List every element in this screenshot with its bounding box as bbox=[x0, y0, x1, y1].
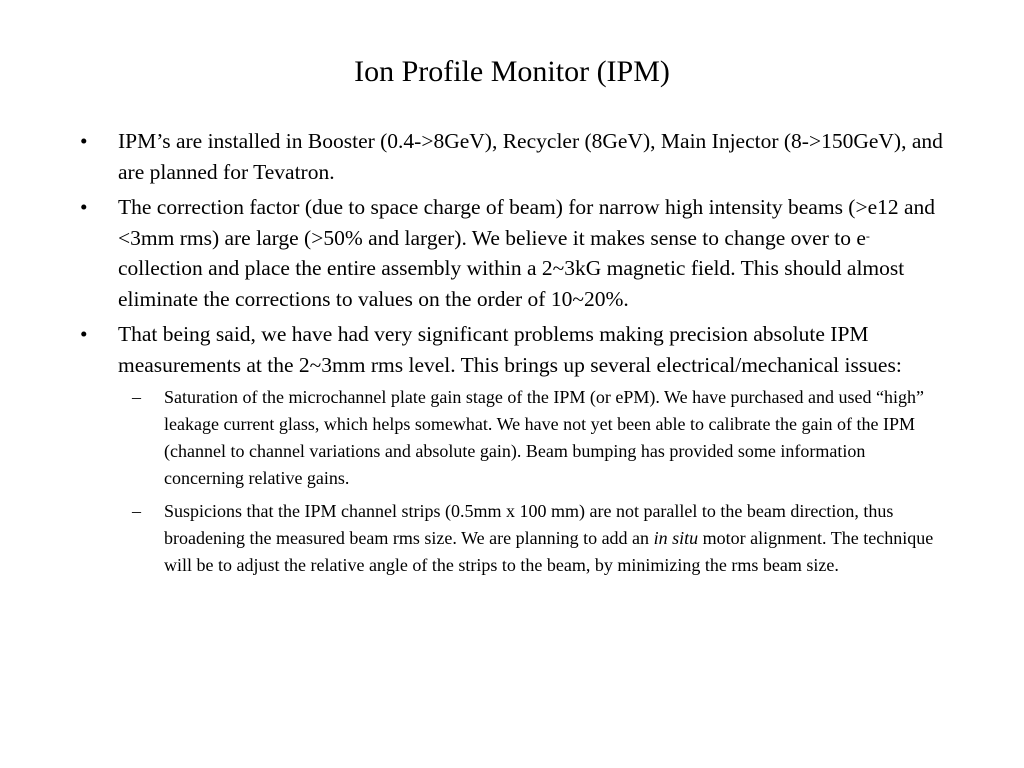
sub-bullet-text-part: motor alignment. The technique will be to adjust the relative angle of the strips to the beam, by minimizing the rms beam size. bbox=[164, 528, 934, 575]
bullet-list bbox=[78, 126, 948, 585]
sub-bullet-text-part: Suspicions that the IPM channel strips (0.5mm x 100 mm) are not parallel to the beam direction, thus broadening the measured beam rms size. We are planning to add an bbox=[164, 501, 894, 548]
bullet-text: IPM’s are installed in Booster (0.4->8GeV), Recycler (8GeV), Main Injector (8->150GeV), and are planned for Tevatron. bbox=[118, 129, 943, 184]
sub-bullet-marker: – bbox=[132, 387, 141, 407]
bullet-item bbox=[78, 126, 948, 187]
sub-bullet-marker: – bbox=[132, 501, 141, 521]
sub-bullet-item bbox=[118, 498, 948, 579]
bullet-item bbox=[78, 319, 948, 579]
bullet-item bbox=[78, 192, 948, 314]
bullet-marker: • bbox=[80, 195, 88, 219]
bullet-text-part: The correction factor (due to space charge of beam) for narrow high intensity beams (>e12 and <3mm rms) are large (>50% and larger). We believe it makes sense to change over to e bbox=[118, 195, 936, 250]
bullet-text: That being said, we have had very significant problems making precision absolute IPM measurements at the 2~3mm rms level. This brings up several electrical/mechanical issues: bbox=[118, 322, 902, 377]
bullet-marker: • bbox=[80, 322, 88, 346]
sub-bullet-item bbox=[118, 384, 948, 492]
sub-bullet-text: Saturation of the microchannel plate gain stage of the IPM (or ePM). We have purchased and used “high” leakage current glass, which helps somewhat. We have not yet been able to calibrate the gain of the IPM (channel to channel variations and absolute gain). Beam bumping has provided some information concerning relative gains. bbox=[164, 387, 924, 488]
sub-bullet-list bbox=[118, 384, 948, 579]
electron-superscript: - bbox=[865, 228, 870, 243]
slide-title: Ion Profile Monitor (IPM) bbox=[354, 55, 670, 88]
bullet-marker: • bbox=[80, 129, 88, 153]
bullet-text-part: collection and place the entire assembly within a 2~3kG magnetic field. This should almost eliminate the corrections to values on the order of 10~20%. bbox=[118, 256, 905, 311]
italic-term: in situ bbox=[653, 528, 699, 548]
